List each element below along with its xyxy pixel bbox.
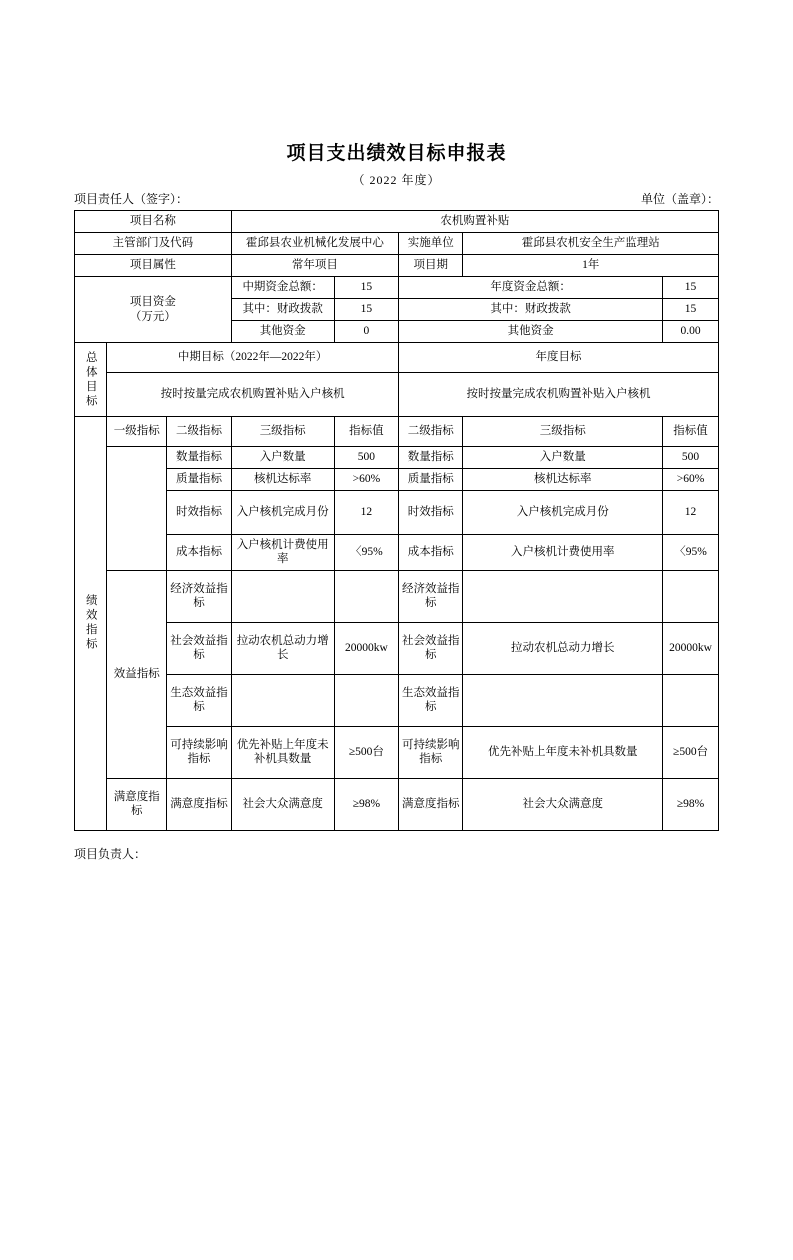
year-fiscal-value: 15 <box>663 299 719 321</box>
l2-mid: 时效指标 <box>167 491 231 535</box>
table-row <box>75 778 719 830</box>
overall-year-header: 年度目标 <box>399 343 719 373</box>
l3-year: 优先补贴上年度未补机具数量 <box>463 726 663 778</box>
table-row <box>75 535 719 571</box>
mid-other-label: 其他资金 <box>231 321 334 343</box>
l2-year: 数量指标 <box>399 447 463 469</box>
l2-mid: 可持续影响指标 <box>167 726 231 778</box>
level1-group-2: 满意度指标 <box>107 778 167 830</box>
value-mid <box>334 674 398 726</box>
l3-mid <box>231 674 334 726</box>
value-year: 20000kw <box>663 622 719 674</box>
table-row <box>75 233 719 255</box>
table-row <box>75 255 719 277</box>
overall-goal-row-label: 总体目标 <box>75 343 107 417</box>
overall-mid-header: 中期目标（2022年—2022年） <box>107 343 399 373</box>
header-value-mid: 指标值 <box>334 417 398 447</box>
header-level3-year: 三级指标 <box>463 417 663 447</box>
l2-mid: 质量指标 <box>167 469 231 491</box>
l2-mid: 经济效益指标 <box>167 570 231 622</box>
l3-mid: 社会大众满意度 <box>231 778 334 830</box>
mid-total-value: 15 <box>334 277 398 299</box>
l3-year: 入户核机计费使用率 <box>463 535 663 571</box>
l2-year: 生态效益指标 <box>399 674 463 726</box>
table-row <box>75 417 719 447</box>
overall-year-text: 按时按量完成农机购置补贴入户核机 <box>399 373 719 417</box>
value-year: 12 <box>663 491 719 535</box>
mid-fiscal-value: 15 <box>334 299 398 321</box>
attribute-value: 常年项目 <box>231 255 398 277</box>
table-row <box>75 469 719 491</box>
funds-label-line1: 项目资金 <box>129 296 176 309</box>
l3-year: 拉动农机总动力增长 <box>463 622 663 674</box>
impl-unit-label: 实施单位 <box>399 233 463 255</box>
l3-mid: 入户核机计费使用率 <box>231 535 334 571</box>
value-mid: 〈95% <box>334 535 398 571</box>
l3-mid: 优先补贴上年度未补机具数量 <box>231 726 334 778</box>
dept-label: 主管部门及代码 <box>75 233 232 255</box>
project-name-label: 项目名称 <box>75 211 232 233</box>
l2-year: 质量指标 <box>399 469 463 491</box>
year-total-label: 年度资金总额： <box>399 277 663 299</box>
project-name-value: 农机购置补贴 <box>231 211 718 233</box>
header-level2-year: 二级指标 <box>399 417 463 447</box>
level1-group-0 <box>107 447 167 571</box>
l3-year <box>463 674 663 726</box>
l2-mid: 数量指标 <box>167 447 231 469</box>
attribute-label: 项目属性 <box>75 255 232 277</box>
l3-year: 核机达标率 <box>463 469 663 491</box>
table-row <box>75 491 719 535</box>
value-year: >60% <box>663 469 719 491</box>
value-year: ≥500台 <box>663 726 719 778</box>
value-mid <box>334 570 398 622</box>
value-year <box>663 570 719 622</box>
l2-year: 成本指标 <box>399 535 463 571</box>
l3-year: 入户数量 <box>463 447 663 469</box>
value-mid: ≥98% <box>334 778 398 830</box>
performance-target-table <box>74 210 719 831</box>
year-other-value: 0.00 <box>663 321 719 343</box>
l2-year: 可持续影响指标 <box>399 726 463 778</box>
value-mid: ≥500台 <box>334 726 398 778</box>
l2-mid: 成本指标 <box>167 535 231 571</box>
value-year <box>663 674 719 726</box>
table-row <box>75 570 719 622</box>
page <box>0 138 793 1260</box>
funds-label-line2: （万元） <box>129 310 176 323</box>
page-subtitle: （ 2022 年度） <box>352 173 441 187</box>
l2-mid: 社会效益指标 <box>167 622 231 674</box>
l2-mid: 满意度指标 <box>167 778 231 830</box>
value-year: 〈95% <box>663 535 719 571</box>
table-row <box>75 622 719 674</box>
table-row <box>75 277 719 299</box>
l3-mid: 入户数量 <box>231 447 334 469</box>
mid-total-label: 中期资金总额： <box>231 277 334 299</box>
header-level1: 一级指标 <box>107 417 167 447</box>
l3-year <box>463 570 663 622</box>
mid-other-value: 0 <box>334 321 398 343</box>
l3-mid: 入户核机完成月份 <box>231 491 334 535</box>
table-row <box>75 447 719 469</box>
table-row <box>75 373 719 417</box>
table-row <box>75 726 719 778</box>
meta-row <box>74 190 719 207</box>
l3-mid: 拉动农机总动力增长 <box>231 622 334 674</box>
l3-mid: 核机达标率 <box>231 469 334 491</box>
l3-year: 入户核机完成月份 <box>463 491 663 535</box>
year-fiscal-label: 其中：财政拨款 <box>399 299 663 321</box>
l2-year: 满意度指标 <box>399 778 463 830</box>
value-year: 500 <box>663 447 719 469</box>
header-level2-mid: 二级指标 <box>167 417 231 447</box>
period-label: 项目期 <box>399 255 463 277</box>
table-row <box>75 211 719 233</box>
period-value: 1年 <box>463 255 719 277</box>
mid-fiscal-label: 其中：财政拨款 <box>231 299 334 321</box>
l2-year: 经济效益指标 <box>399 570 463 622</box>
header-value-year: 指标值 <box>663 417 719 447</box>
value-mid: >60% <box>334 469 398 491</box>
level1-group-1: 效益指标 <box>107 570 167 778</box>
l3-year: 社会大众满意度 <box>463 778 663 830</box>
l2-year: 社会效益指标 <box>399 622 463 674</box>
dept-value: 霍邱县农业机械化发展中心 <box>231 233 398 255</box>
year-total-value: 15 <box>663 277 719 299</box>
value-mid: 12 <box>334 491 398 535</box>
value-mid: 500 <box>334 447 398 469</box>
overall-mid-text: 按时按量完成农机购置补贴入户核机 <box>107 373 399 417</box>
unit-seal-label: 单位（盖章）： <box>640 192 719 206</box>
year-other-label: 其他资金 <box>399 321 663 343</box>
footer-note: 项目负责人： <box>74 846 147 861</box>
value-year: ≥98% <box>663 778 719 830</box>
table-row <box>75 674 719 726</box>
page-title: 项目支出绩效目标申报表 <box>286 143 507 164</box>
performance-row-label: 绩效指标 <box>75 417 107 831</box>
header-level3-mid: 三级指标 <box>231 417 334 447</box>
l2-year: 时效指标 <box>399 491 463 535</box>
funds-label <box>75 277 232 343</box>
l2-mid: 生态效益指标 <box>167 674 231 726</box>
person-in-charge-label: 项目责任人（签字）： <box>74 192 189 206</box>
value-mid: 20000kw <box>334 622 398 674</box>
table-row <box>75 343 719 373</box>
l3-mid <box>231 570 334 622</box>
impl-unit-value: 霍邱县农机安全生产监理站 <box>463 233 719 255</box>
